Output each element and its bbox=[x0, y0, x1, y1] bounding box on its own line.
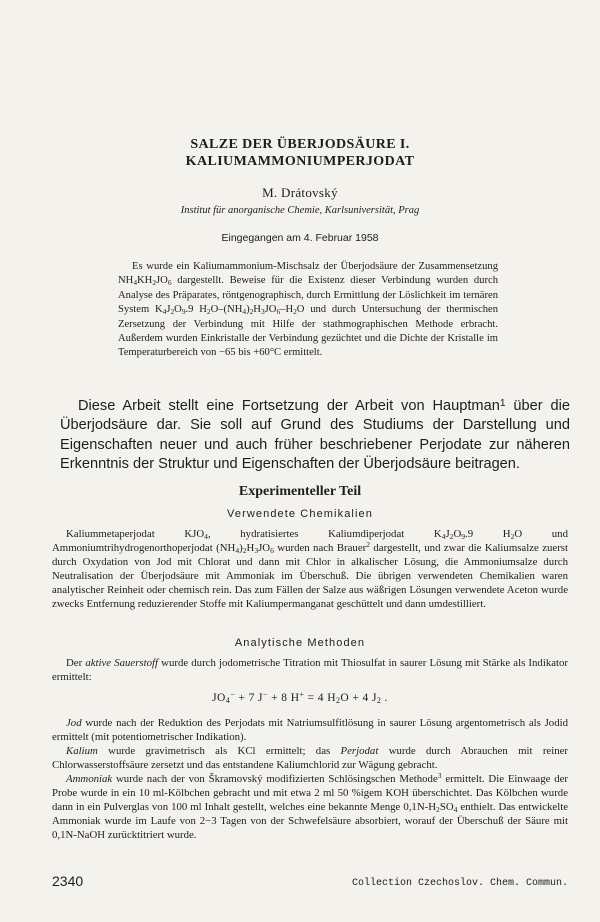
methods-paragraph-oxygen: Der aktive Sauerstoff wurde durch jodometrische Titration mit Thiosulfat in saurer Lösung mit Stärke als Indikator ermittelt: bbox=[52, 657, 568, 683]
equation: $JO_4^- + 7$ J− + 8 H+ = 4 $H_2O + 4$ $J_2$ . bbox=[212, 690, 388, 705]
chemicals-paragraph: Kaliummetaperjodat $KJO_4$, hydratisiertes Kaliumdiperjodat $K_4J_2O_9.9$ $H_2O$ und Ammoniumtrihydrogenorthoperjodat $(NH_4)_2H_3JO_6$ wurden nach Brauer$^2$ dargestellt, und zwar die Kaliumsalze zuerst durch Oxydation von Jod mit Chlorat und dann mit Chlor in alkalischer Lösung, die Ammoniumsalze durch Neutralisation der Überjodsäure mit Ammoniak im Überschuß. Die übrigen verwendeten Chemikalien waren analytischer Reinheit oder chemisch rein. Das zum Fällen der Salze aus wäßrigen Lösungen verwendete Aceton wurde zwecks Entfernung reduzierender Stoffe mit Kaliumpermanganat geschüttelt und dann umdestilliert. bbox=[52, 528, 568, 610]
subheading-chemicals: Verwendete Chemikalien bbox=[227, 508, 373, 520]
author-name: M. Drátovský bbox=[262, 185, 338, 200]
introduction-paragraph: Diese Arbeit stellt eine Fortsetzung der Arbeit von Hauptman$^1$ über die Überjodsäure dar. Sie soll auf Grund des Studiums der Darstellung und Eigenschaften neuer und auch früher beschriebener Perjodate zur näheren Erkenntnis der Struktur und Eigenschaften der Überjodsäure beitragen. bbox=[60, 398, 570, 473]
journal-name: Collection Czechoslov. Chem. Commun. bbox=[351, 878, 568, 889]
article-title-line-1: SALZE DER ÜBERJODSÄURE I. bbox=[190, 137, 410, 152]
subheading-methods: Analytische Methoden bbox=[234, 637, 366, 649]
methods-paragraph-ammonia: Ammoniak wurde nach der von Škramovský modifizierten Schlösingschen Methode$^3$ ermittelt. Die Einwaage der Probe wurde in ein 10 ml-Kölbchen gebracht und mit etwa 2 ml 50 %igem KOH überschichtet. Das Kölbchen wurde dann in ein Pulverglas von 100 ml Inhalt gestellt, welches eine bekannte Menge $0,1N-H_2SO_4$ enthielt. Das entwickelte Ammoniak wurde im Laufe von 2−3 Tagen von der Schwefelsäure absorbiert, worauf der Überschuß der Säure mit 0,1N-NaOH zurücktitriert wurde. bbox=[52, 771, 569, 841]
page-number: 2340 bbox=[52, 873, 84, 889]
abstract: Es wurde ein Kaliumammonium-Mischsalz der Überjodsäure der Zusammensetzung $NH_4KH_2JO_6$ dargestellt. Beweise für die Existenz dieser Verbindung wurden durch Analyse des Präparates, röntgenographisch, durch Ermittlung der Löslichkeit im ternären System $K_4J_2O_9.9$ $H_2O-(NH_4)_2H_3JO_6-H_2O$ und durch Untersuchung der thermischen Zersetzung der Verbindung mit Hilfe der stathmographischen Methode erbracht. Außerdem wurden Einkristalle der Verbindung gezüchtet und die Dichte der Kristalle im Temperaturbereich von −65 bis +60°C ermittelt. bbox=[118, 261, 498, 359]
institute-affiliation: Institut für anorganische Chemie, Karlsuniversität, Prag bbox=[180, 205, 420, 216]
footnote-ref: 1 bbox=[499, 398, 506, 409]
received-date: Eingegangen am 4. Februar 1958 bbox=[221, 232, 379, 244]
methods-paragraph-potassium: Kalium wurde gravimetrisch als KCl ermittelt; das Perjodat wurde durch Abrauchen mit reiner Chlorwasserstoffsäure zersetzt und das entstandene Kaliumchlorid zur Wägung gebracht. bbox=[52, 745, 568, 771]
article-title-line-2: KALIUMAMMONIUMPERJODAT bbox=[185, 154, 415, 169]
section-heading-experimental: Experimenteller Teil bbox=[238, 484, 362, 499]
methods-paragraph-iodine: Jod wurde nach der Reduktion des Perjodats mit Natriumsulfitlösung in saurer Lösung argentometrisch als Jodid ermittelt (mit potentiometrischer Indikation). bbox=[52, 717, 568, 743]
